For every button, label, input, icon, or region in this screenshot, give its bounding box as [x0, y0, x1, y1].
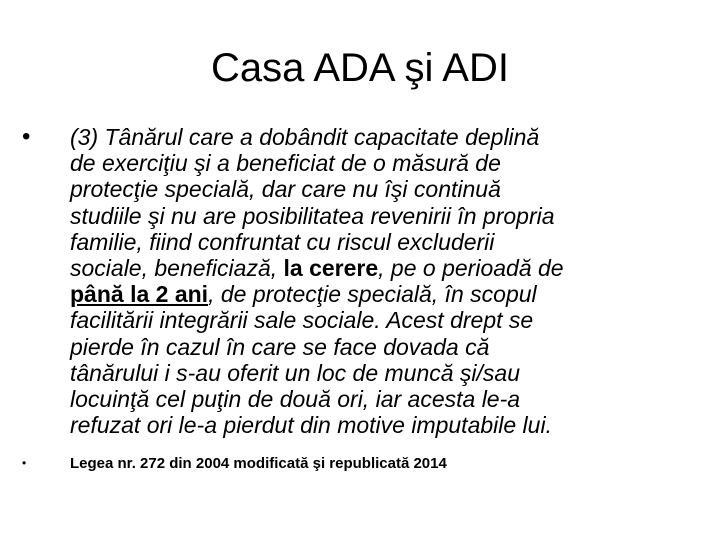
- bullet-marker: •: [22, 123, 31, 150]
- paragraph-line: familie, fiind confruntat cu riscul excluderii: [70, 228, 495, 255]
- bullet-paragraph-text: [70, 124, 710, 438]
- paragraph-line: [70, 281, 710, 307]
- paragraph-line: refuzat ori le-a pierdut din motive imputabile lui.: [70, 412, 552, 439]
- paragraph-line: de exerciţiu şi a beneficiat de o măsură de: [70, 150, 501, 177]
- paragraph-line: tânărului i s-au oferit un loc de muncă şi/sau: [70, 359, 521, 386]
- paragraph-line: studiile şi nu are posibilitatea revenirii în propria: [70, 202, 555, 229]
- paragraph-line: [70, 255, 710, 281]
- emphasis-la-cerere: la cerere: [283, 255, 379, 282]
- bullet-marker: •: [22, 456, 27, 470]
- paragraph-line: locuinţă cel puţin de două ori, iar acesta le-a: [70, 386, 521, 413]
- law-reference-text: Legea nr. 272 din 2004 modificată şi republicată 2014: [70, 455, 447, 472]
- paragraph-segment: , de protecţie specială, în scopul: [208, 281, 537, 308]
- paragraph-line: pierde în cazul în care se face dovada că: [70, 333, 490, 360]
- paragraph-line: protecţie specială, dar care nu îşi continuă: [70, 176, 501, 203]
- paragraph-segment: sociale, beneficiază,: [70, 255, 284, 282]
- slide-title: Casa ADA şi ADI: [211, 46, 509, 90]
- paragraph-line: facilitării integrării sale sociale. Acest drept se: [70, 307, 534, 334]
- paragraph-line: (3) Tânărul care a dobândit capacitate deplină: [70, 124, 540, 150]
- paragraph-segment: , pe o perioadă de: [378, 255, 564, 282]
- emphasis-pana-la-2-ani: până la 2 ani: [70, 281, 209, 308]
